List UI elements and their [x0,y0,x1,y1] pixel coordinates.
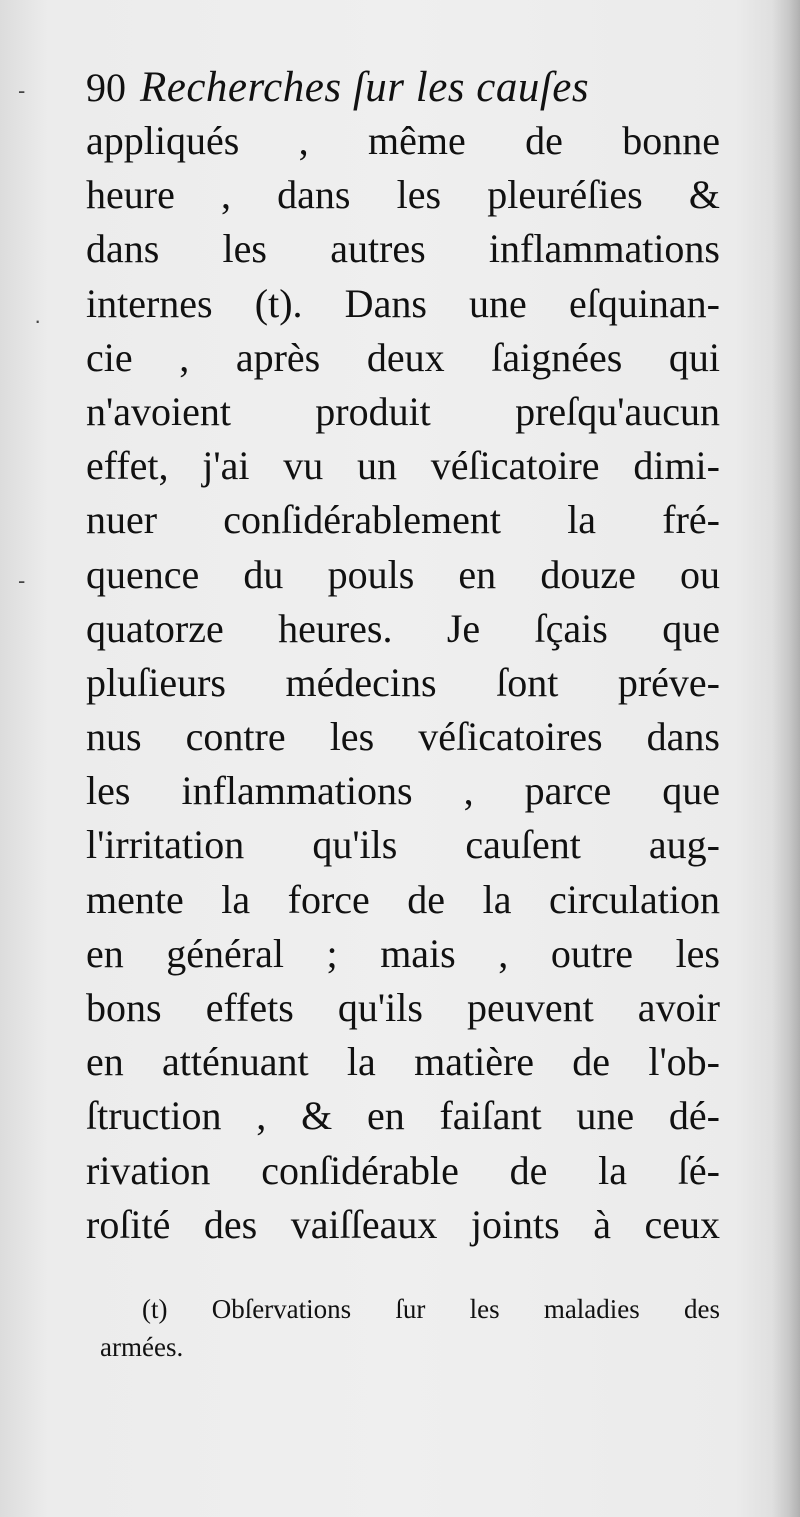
running-title: Recherches ſur les cauſes [140,64,590,111]
text-line: les inflammations , parce que [86,768,720,814]
text-line: dans les autres inflammations [86,226,720,272]
text-line: cie , après deux ſaignées qui [86,334,720,380]
text-line: bons effets qu'ils peuvent avoir [86,985,720,1030]
text-line: en atténuant la matière de l'ob- [86,1039,720,1085]
margin-dot-mark: · [34,308,42,333]
running-header [86,62,589,114]
margin-dash-mark: - [18,568,26,593]
footnote [100,1290,720,1366]
text-line: quatorze heures. Je ſçais que [86,605,720,651]
text-line: mente la force de la circulation [86,876,720,922]
footnote-line: (t) Obſervations ſur les maladies des [142,1294,720,1324]
margin-dash-mark: - [18,78,26,103]
footnote-line: armées. [100,1332,184,1362]
text-line: pluſieurs médecins ſont préve- [86,659,720,705]
text-line: roſité des vaiſſeaux joints à ceux [86,1201,720,1247]
text-line: n'avoient produit preſqu'aucun [86,388,720,434]
text-line: heure , dans les pleuréſies & [86,172,720,218]
text-line: en général ; mais , outre les [86,930,720,976]
text-line: appliqués , même de bonne [86,118,720,163]
text-line: nuer conſidérablement la fré- [86,497,720,543]
text-line: nus contre les véſicatoires dans [86,714,720,760]
text-line: quence du pouls en douze ou [86,551,720,597]
text-line: effet, j'ai vu un véſicatoire dimi- [86,443,720,489]
page-edge-shadow [772,0,800,1517]
page-number: 90 [86,65,126,110]
text-line: l'irritation qu'ils cauſent aug- [86,822,720,868]
text-line: internes (t). Dans une eſquinan- [86,280,720,326]
text-line: rivation conſidérable de la ſé- [86,1147,720,1193]
text-line: ſtruction , & en faiſant une dé- [86,1093,720,1139]
body-text [86,114,720,1252]
